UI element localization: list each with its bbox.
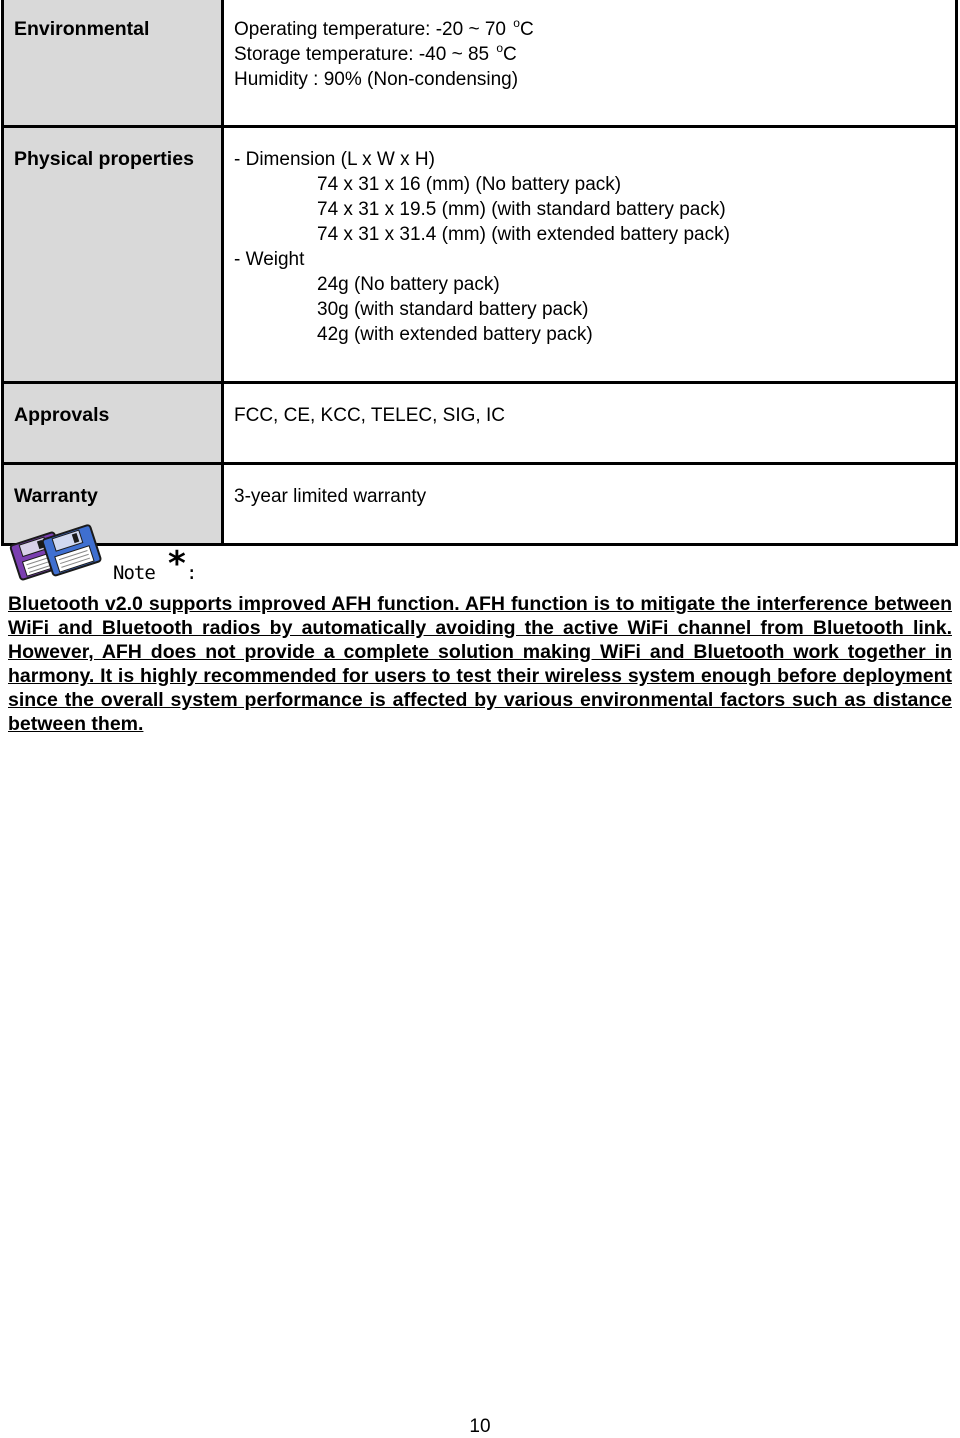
humidity: Humidity : 90% (Non-condensing) [234, 69, 519, 90]
row-label-cell [3, 383, 223, 464]
operating-temperature-text: Operating temperature: -20 ~ 70 [234, 19, 512, 40]
weight-item: 42g (with extended battery pack) [317, 324, 593, 345]
table-row-physical [3, 127, 957, 383]
degree-mark: o [513, 16, 520, 30]
weight-item: 24g (No battery pack) [317, 274, 500, 295]
approvals-value: FCC, CE, KCC, TELEC, SIG, IC [234, 405, 505, 426]
approvals-values [223, 383, 957, 464]
note-text: Bluetooth v2.0 supports improved AFH function. AFH function is to mitigate the interference between WiFi and Bluetooth radios by automatically avoiding the active WiFi channel from Bluetooth link. However, AFH does not provide a complete solution making WiFi and Bluetooth work together in harmony. It is highly recommended for users to test their wireless system enough before deployment since the overall system performance is affected by various environmental factors such as distance between them. [8, 593, 952, 735]
page-number: 10 [469, 1416, 491, 1437]
physical-label: Physical properties [14, 148, 194, 170]
dimension-item: 74 x 31 x 31.4 (mm) (with extended battery pack) [317, 224, 730, 245]
warranty-value: 3-year limited warranty [234, 486, 427, 507]
floppy-disks-icon [8, 524, 104, 584]
row-label-cell [3, 0, 223, 127]
dimension-item: 74 x 31 x 16 (mm) (No battery pack) [317, 174, 622, 195]
note-heading [8, 522, 952, 588]
table-row-approvals [3, 383, 957, 464]
dimension-item: 74 x 31 x 19.5 (mm) (with standard battery pack) [317, 199, 726, 220]
specifications-table [1, 0, 958, 546]
storage-temperature-text: Storage temperature: -40 ~ 85 [234, 44, 495, 65]
note-colon: : [186, 562, 198, 584]
physical-values [223, 127, 957, 383]
row-label-cell [3, 127, 223, 383]
celsius-unit: C [503, 44, 517, 65]
note-label: Note [113, 562, 155, 584]
table-row-environmental [3, 0, 957, 127]
note-asterisk: * [168, 544, 186, 584]
warranty-label: Warranty [14, 485, 98, 507]
note-section [8, 522, 952, 736]
environmental-values [223, 0, 957, 127]
degree-mark: o [496, 41, 504, 55]
environmental-label: Environmental [14, 18, 150, 40]
approvals-label: Approvals [14, 404, 110, 426]
weight-heading: - Weight [234, 249, 305, 270]
operating-temperature [234, 17, 955, 42]
storage-temperature [234, 42, 955, 67]
weight-item: 30g (with standard battery pack) [317, 299, 589, 320]
dimension-heading: - Dimension (L x W x H) [234, 149, 435, 170]
celsius-unit: C [519, 19, 534, 40]
